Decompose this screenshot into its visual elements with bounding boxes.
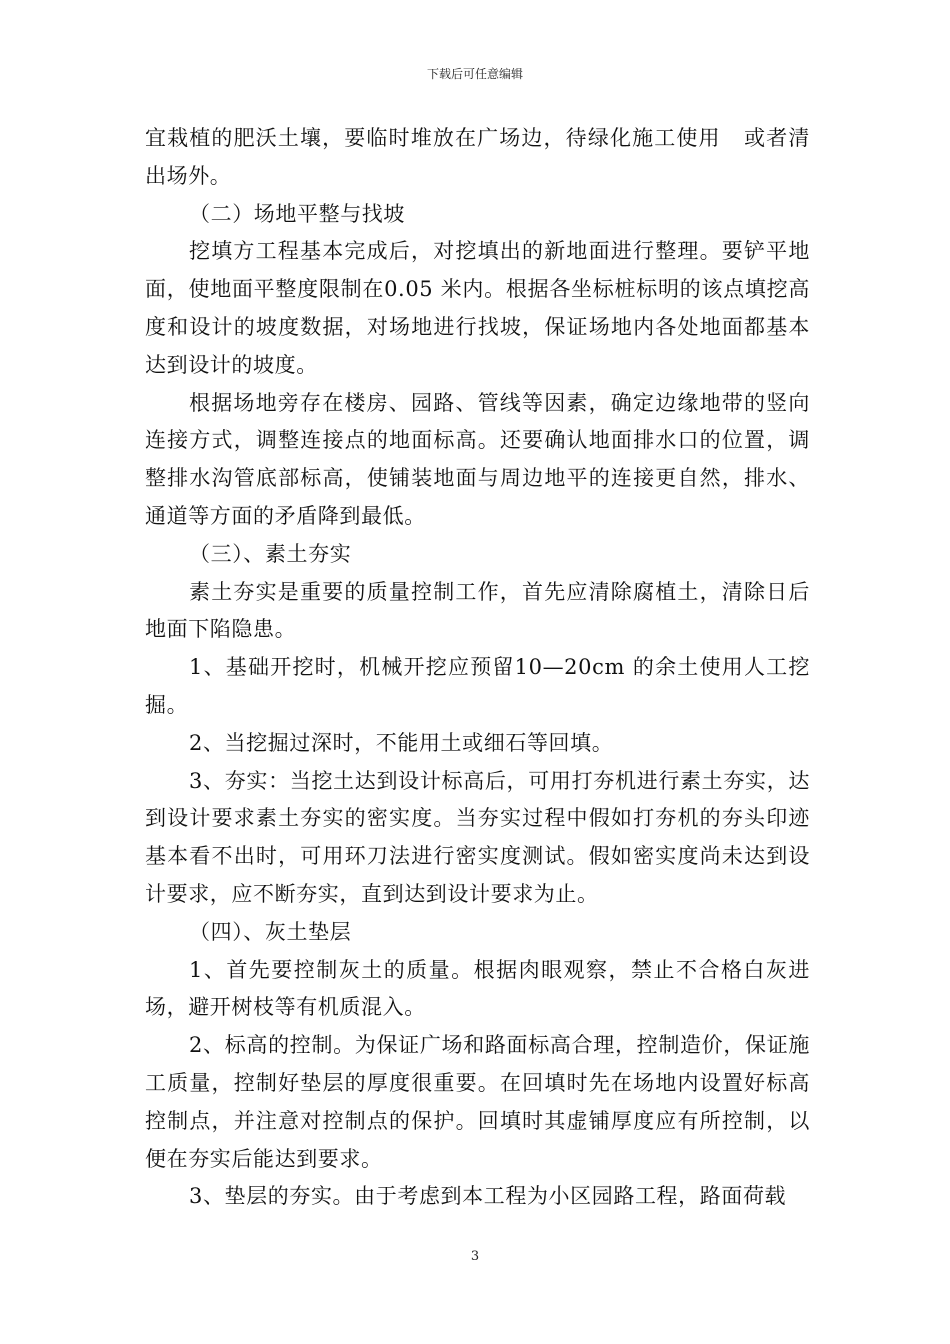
list-item-overdig: 2、当挖掘过深时，不能用土或细石等回填。 xyxy=(189,730,614,755)
paragraph-continuation: 宜栽植的肥沃土壤，要临时堆放在广场边，待绿化施工使用 或者清出场外。 xyxy=(145,126,810,188)
paragraph-compaction-intro: 素土夯实是重要的质量控制工作，首先应清除腐植土，清除日后地面下陷隐患。 xyxy=(145,579,810,642)
list-item-cushion-tamping: 3、垫层的夯实。由于考虑到本工程为小区园路工程，路面荷载 xyxy=(189,1184,787,1209)
list-item-elevation-control: 2、标高的控制。为保证广场和路面标高合理，控制造价，保证施工质量，控制好垫层的厚度很重要。在回填时先在场地内设置好标高控制点，并注意对控制点的保护。回填时其虚铺厚度应有所控制，以便在夯实后能达到要求。 xyxy=(145,1033,810,1171)
list-item-lime-quality: 1、首先要控制灰土的质量。根据肉眼观察，禁止不合格白灰进场，避开树枝等有机质混入。 xyxy=(145,957,810,1020)
section-heading-3: （三）、素土夯实 xyxy=(189,541,352,566)
paragraph-leveling: 挖填方工程基本完成后，对挖填出的新地面进行整理。要铲平地面，使地面平整度限制在0.05 米内。根据各坐标桩标明的该点填挖高度和设计的坡度数据，对场地进行找坡，保证场地内各处地面都基本达到设计的坡度。 xyxy=(145,239,810,377)
page-header: 下载后可任意编辑 xyxy=(426,67,523,81)
document-body xyxy=(145,120,810,1216)
list-item-excavation: 1、基础开挖时，机械开挖应预留10—20cm 的余土使用人工挖掘。 xyxy=(145,655,810,717)
list-item-tamping: 3、夯实：当挖土达到设计标高后，可用打夯机进行素土夯实，达到设计要求素土夯实的密实度。当夯实过程中假如打夯机的夯头印迹基本看不出时，可用环刀法进行密实度测试。假如密实度尚未达到设计要求，应不断夯实，直到达到设计要求为止。 xyxy=(145,768,810,906)
section-heading-2: （二）场地平整与找坡 xyxy=(189,201,405,226)
paragraph-vertical-connection: 根据场地旁存在楼房、园路、管线等因素，确定边缘地带的竖向连接方式，调整连接点的地面标高。还要确认地面排水口的位置，调整排水沟管底部标高，使铺装地面与周边地平的连接更自然，排水、通道等方面的矛盾降到最低。 xyxy=(145,390,810,528)
page-number: 3 xyxy=(470,1249,480,1264)
section-heading-4: （四）、灰土垫层 xyxy=(189,919,352,944)
